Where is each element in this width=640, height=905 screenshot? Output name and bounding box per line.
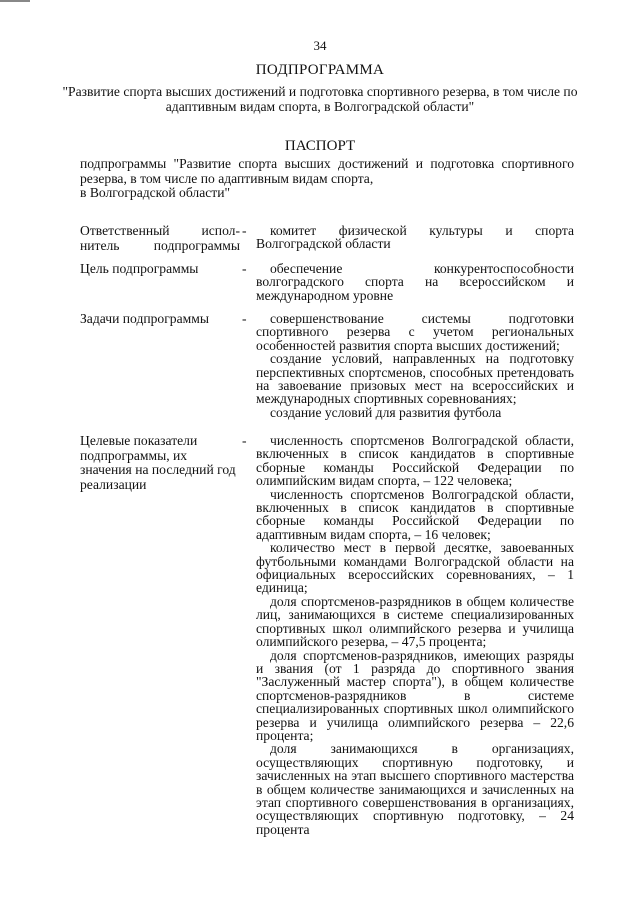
row-item: создание условий для развития футбола — [270, 404, 502, 420]
row-label: Цель подпрограммы — [80, 261, 199, 276]
row-item: доля занимающихся в организациях, осуществляющих спортивную подготовку, и зачисленных на этап высшего спортивного мастерства в общем количестве занимающихся и зачисленных на этап спортивного совершенствования в организациях, осуществляющих спортивную подготовку, – 24 процента — [256, 741, 574, 837]
row-dash: - — [242, 223, 247, 238]
row-value — [256, 434, 574, 836]
row-value — [256, 312, 574, 419]
passport-description-last: в Волгоградской области" — [80, 185, 231, 200]
row-item: создание условий, направленных на подготовку перспективных спортсменов, способных претендовать на завоевание призовых мест на всероссийских и международных спортивных соревнованиях; — [256, 351, 574, 407]
row-item: доля спортсменов-разрядников в общем количестве лиц, занимающихся в системе специализированных спортивных школ олимпийского резерва и училища олимпийского резерва, – 47,5 процента; — [256, 593, 574, 650]
row-value — [256, 224, 574, 251]
row-item: обеспечение конкурентоспособности волгоградского спорта на всероссийском и международном уровне — [256, 261, 574, 303]
row-label: Целевые показатели подпрограммы, их значения на последний год реализации — [80, 433, 236, 492]
row-item: численность спортсменов Волгоградской области, включенных в список кандидатов в спортивные сборные команды Российской Федерации по адаптивным видам спорта, – 16 человек; — [256, 486, 574, 542]
scan-corner-mark — [0, 0, 30, 2]
row-value — [256, 262, 574, 302]
row-label: Задачи подпрограммы — [80, 311, 209, 326]
row-dash: - — [242, 261, 247, 276]
row-item: доля спортсменов-разрядников, имеющих разряды и звания (от 1 разряда до спортивного звания "Заслуженный мастер спорта"), в общем количестве спортсменов-разрядников в системе специализированных спортивных школ олимпийского резерва и училища олимпийского резерва – 22,6 процента; — [256, 647, 574, 743]
row-item: численность спортсменов Волгоградской области, включенных в список кандидатов в спортивные сборные команды Российской Федерации по олимпийским видам спорта, – 122 человека; — [256, 433, 574, 489]
row-item: совершенствование системы подготовки спортивного резерва с учетом региональных особенностей развития спорта высших достижений; — [256, 311, 574, 353]
row-dash: - — [242, 311, 247, 326]
document-subtitle: "Развитие спорта высших достижений и подготовка спортивного резерва, в том числе по адаптивным видам спорта, в Волгоградской области" — [62, 84, 578, 114]
passport-description-main: подпрограммы "Развитие спорта высших достижений и подготовка спортивного резерва, в том числе по адаптивным видам спорта, — [80, 156, 574, 186]
passport-title: ПАСПОРТ — [284, 138, 356, 154]
row-label: Ответственный испол-нитель подпрограммы — [80, 223, 240, 253]
passport-description — [80, 157, 574, 201]
document-title: ПОДПРОГРАММА — [255, 62, 385, 78]
row-item: комитет физической культуры и спорта Волгоградской области — [256, 223, 574, 252]
row-dash: - — [242, 433, 247, 448]
row-item: количество мест в первой десятке, завоеванных футбольными командами Волгоградской области на официальных всероссийских соревнованиях, – 1 единица; — [256, 540, 574, 596]
page-number: 34 — [313, 38, 327, 53]
